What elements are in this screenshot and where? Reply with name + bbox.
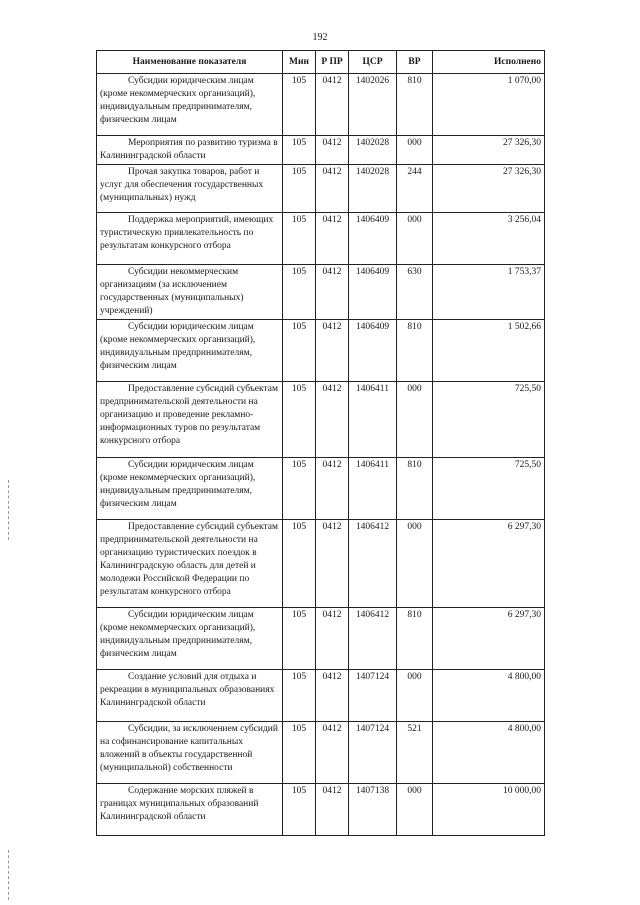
row-vr: 810 [397,320,433,382]
header-name: Наименование показателя [97,51,283,74]
row-min: 105 [283,722,316,784]
row-name: Субсидии юридическим лицам (кроме некоммерческих организаций), индивидуальным предпринимателям, физическим лицам [100,76,256,125]
header-rpr: Р ПР [316,51,349,74]
row-csr: 1402028 [349,165,397,213]
row-rpr: 0412 [316,265,349,320]
row-name: Содержание морских пляжей в границах муниципальных образований Калининградской области [100,786,259,822]
row-amount: 1 070,00 [433,74,545,136]
row-vr: 000 [397,520,433,608]
row-rpr: 0412 [316,458,349,520]
table-row [97,136,545,165]
row-vr: 000 [397,382,433,458]
row-min: 105 [283,784,316,836]
row-rpr: 0412 [316,670,349,722]
row-amount: 1 502,66 [433,320,545,382]
row-min: 105 [283,320,316,382]
row-amount: 6 297,30 [433,608,545,670]
table-row [97,670,545,722]
row-amount: 1 753,37 [433,265,545,320]
row-vr: 630 [397,265,433,320]
row-rpr: 0412 [316,165,349,213]
row-min: 105 [283,520,316,608]
row-name: Субсидии юридическим лицам (кроме некоммерческих организаций), индивидуальным предпринимателям, физическим лицам [100,322,256,371]
row-csr: 1406411 [349,458,397,520]
table-row [97,608,545,670]
row-rpr: 0412 [316,520,349,608]
table-header-row [97,51,545,74]
row-vr: 521 [397,722,433,784]
row-min: 105 [283,165,316,213]
table-row [97,165,545,213]
row-vr: 000 [397,784,433,836]
header-vr: ВР [397,51,433,74]
row-amount: 4 800,00 [433,722,545,784]
row-amount: 6 297,30 [433,520,545,608]
row-name: Субсидии некоммерческим организациям (за исключением государственных (муниципальных) учреждений) [100,267,244,316]
row-rpr: 0412 [316,382,349,458]
row-min: 105 [283,608,316,670]
table-row [97,520,545,608]
row-name: Создание условий для отдыха и рекреации в муниципальных образованиях Калининградской области [100,672,275,708]
row-min: 105 [283,213,316,265]
row-csr: 1407124 [349,722,397,784]
row-rpr: 0412 [316,320,349,382]
row-csr: 1406411 [349,382,397,458]
margin-scan-mark [8,850,10,900]
row-csr: 1406409 [349,213,397,265]
row-min: 105 [283,458,316,520]
budget-table [96,50,545,836]
row-name: Предоставление субсидий субъектам предпринимательской деятельности на организацию туристических поездок в Калининградскую область для детей и молодежи Российской Федерации по результатам конкурсного отбора [100,522,278,597]
row-csr: 1402026 [349,74,397,136]
header-min: Мин [283,51,316,74]
row-amount: 27 326,30 [433,136,545,165]
header-amount: Исполнено [433,51,545,74]
row-vr: 000 [397,670,433,722]
row-rpr: 0412 [316,608,349,670]
table-row [97,382,545,458]
row-min: 105 [283,382,316,458]
table-row [97,265,545,320]
row-csr: 1406412 [349,608,397,670]
row-csr: 1406412 [349,520,397,608]
table-row [97,213,545,265]
row-vr: 810 [397,458,433,520]
row-rpr: 0412 [316,213,349,265]
row-csr: 1407124 [349,670,397,722]
row-amount: 725,50 [433,458,545,520]
row-csr: 1406409 [349,265,397,320]
row-csr: 1402028 [349,136,397,165]
row-amount: 10 000,00 [433,784,545,836]
row-rpr: 0412 [316,74,349,136]
row-name: Предоставление субсидий субъектам предпринимательской деятельности на организацию и проведение рекламно-информационных туров по результатам конкурсного отбора [100,384,278,446]
row-vr: 000 [397,136,433,165]
table-row [97,458,545,520]
row-csr: 1407138 [349,784,397,836]
row-min: 105 [283,265,316,320]
row-name: Поддержка мероприятий, имеющих туристическую привлекательность по результатам конкурсного отбора [100,215,274,251]
page-number: 192 [312,32,328,43]
row-vr: 000 [397,213,433,265]
header-csr: ЦСР [349,51,397,74]
row-amount: 3 256,04 [433,213,545,265]
row-min: 105 [283,74,316,136]
table-row [97,74,545,136]
row-min: 105 [283,670,316,722]
row-csr: 1406409 [349,320,397,382]
row-amount: 27 326,30 [433,165,545,213]
row-rpr: 0412 [316,722,349,784]
margin-scan-mark [8,480,10,540]
row-vr: 810 [397,608,433,670]
row-name: Прочая закупка товаров, работ и услуг для обеспечения государственных (муниципальных) нужд [100,167,264,203]
row-rpr: 0412 [316,136,349,165]
row-name: Мероприятия по развитию туризма в Калининградской области [100,138,278,161]
table-row [97,722,545,784]
row-min: 105 [283,136,316,165]
table-row [97,784,545,836]
row-vr: 810 [397,74,433,136]
row-name: Субсидии, за исключением субсидий на софинансирование капитальных вложений в объекты государственной (муниципальной) собственности [100,724,278,773]
row-amount: 725,50 [433,382,545,458]
row-amount: 4 800,00 [433,670,545,722]
table-row [97,320,545,382]
row-rpr: 0412 [316,784,349,836]
row-vr: 244 [397,165,433,213]
row-name: Субсидии юридическим лицам (кроме некоммерческих организаций), индивидуальным предпринимателям, физическим лицам [100,610,256,659]
row-name: Субсидии юридическим лицам (кроме некоммерческих организаций), индивидуальным предпринимателям, физическим лицам [100,460,256,509]
